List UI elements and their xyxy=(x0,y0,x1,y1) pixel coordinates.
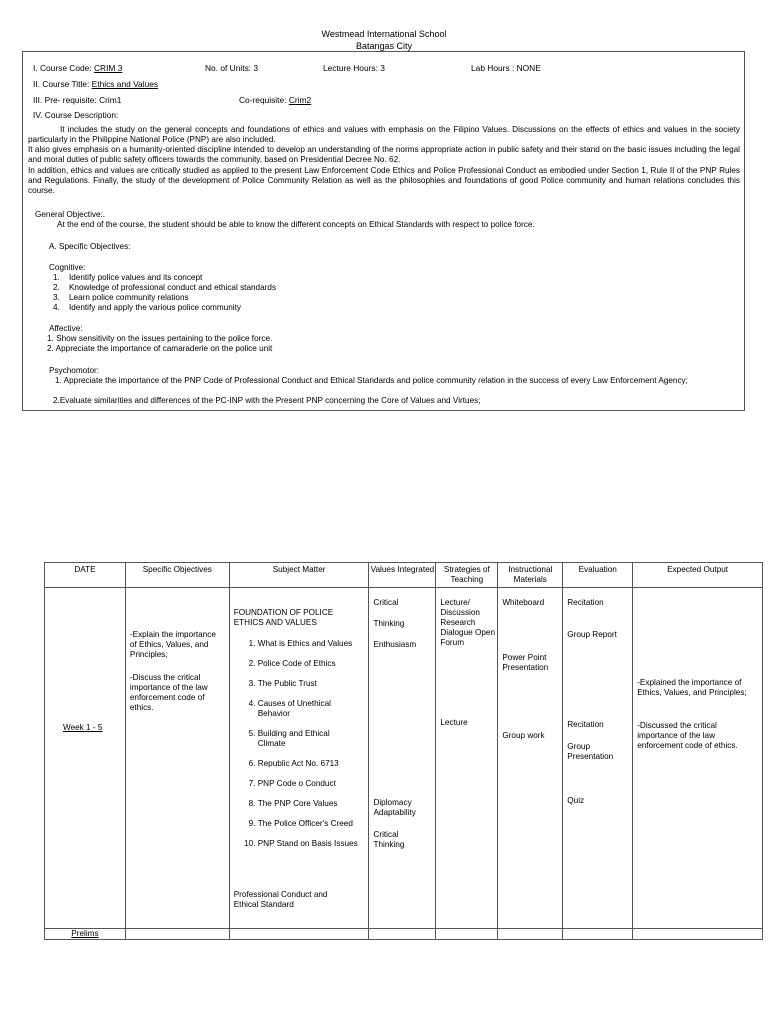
cell-values-integrated xyxy=(369,588,436,929)
description-paragraph-1: It includes the study on the general concepts and foundations of ethics and values with emphasis on the Filipino Values. Discussions on the effects of ethics and values in the society particularly in the Philippine National Police (PNP) are also included. xyxy=(28,125,740,144)
expected-output-2: -Discussed the critical importance of the law enforcement code of ethics. xyxy=(637,721,738,750)
header-specific-objectives: Specific Objectives xyxy=(125,563,229,588)
course-units: No. of Units: 3 xyxy=(205,63,259,73)
value-item: Thinking xyxy=(373,619,405,628)
strategy-item: Lecture xyxy=(440,718,468,727)
prelims-label: Prelims xyxy=(71,929,99,938)
evaluation-item: Recitation xyxy=(567,720,604,729)
cognitive-item-1: 1. Identify police values and its concept xyxy=(53,273,203,282)
topic-item: 8. The PNP Core Values xyxy=(258,799,358,809)
table-header-row xyxy=(45,563,763,588)
week-range: Week 1 - 5 xyxy=(63,723,103,732)
topic-item: 10. PNP Stand on Basis Issues xyxy=(258,839,358,849)
description-paragraph-2: It also gives emphasis on a humanity-oriented discipline intended to develop an understanding of the norms appropriate action in public safety and their stand on the basic issues including the legal and moral duties of public safety officers towards the community, based on Presidential Decree No. 62. xyxy=(28,145,740,164)
description-label: IV. Course Description: xyxy=(33,110,119,120)
specific-objectives-label: A. Specific Objectives: xyxy=(49,242,131,251)
value-item: Critical Thinking xyxy=(373,830,405,849)
prerequisite: III. Pre- requisite: Crim1 xyxy=(33,95,122,105)
cell-expected-output xyxy=(633,588,763,929)
psychomotor-item-2: 2.Evaluate similarities and differences of the PC-INP with the Present PNP concerning the Core of Values and Virtues; xyxy=(53,396,481,405)
cognitive-item-2: 2. Knowledge of professional conduct and ethical standards xyxy=(53,283,277,292)
topic-item: 2. Police Code of Ethics xyxy=(258,659,358,669)
lab-hours: Lab Hours : NONE xyxy=(471,63,541,73)
cell-prelims xyxy=(45,929,126,940)
topic-item: 3. The Public Trust xyxy=(258,679,358,689)
material-item: Whiteboard xyxy=(502,598,545,607)
topic-item: 4. Causes of Unethical Behavior xyxy=(258,699,358,719)
expected-output-1: -Explained the importance of Ethics, Values, and Principles; xyxy=(637,678,747,697)
cell-subject-matter xyxy=(229,588,369,929)
table-row xyxy=(45,929,763,940)
course-info-box xyxy=(22,51,745,411)
description-paragraph-3: In addition, ethics and values are critically studied as applied to the present Law Enforcement Code Ethics and Police Professional Conduct as embodied under Section 1, Rule II of the PNP Rules and Regulations. Finally, the study of the development of Police Community Relation as well as the philosophies and foundations of good Police community and human relations concludes this course. xyxy=(28,166,740,195)
affective-label: Affective: xyxy=(49,324,83,333)
header-date: DATE xyxy=(45,563,126,588)
course-code: I. Course Code: CRIM 3 xyxy=(33,63,123,73)
school-city: Batangas City xyxy=(355,41,413,51)
header-strategies: Strategies of Teaching xyxy=(436,563,498,588)
evaluation-item: Group Report xyxy=(567,630,617,639)
strategy-item: Lecture/ Discussion Research Dialogue Open Forum xyxy=(440,598,495,647)
corequisite-value: Crim2 xyxy=(288,95,312,105)
course-code-value: CRIM 3 xyxy=(93,63,123,73)
topic-item: 9. The Police Officer's Creed xyxy=(258,819,358,829)
course-title: II. Course Title: Ethics and Values xyxy=(33,79,159,89)
evaluation-item: Group Presentation xyxy=(567,742,614,761)
header-subject-matter: Subject Matter xyxy=(229,563,369,588)
topic-item: 7. PNP Code o Conduct xyxy=(258,779,358,789)
specific-objective-1: -Explain the importance of Ethics, Values, and Principles; xyxy=(129,630,216,659)
value-item: Enthusiasm xyxy=(373,640,417,649)
cognitive-label: Cognitive: xyxy=(49,263,86,272)
cell-evaluation xyxy=(563,588,633,929)
general-objective: At the end of the course, the student should be able to know the different concepts on Ethical Standards with respect to police force. xyxy=(57,220,535,229)
topic-list xyxy=(230,639,358,859)
material-item: Power Point Presentation xyxy=(502,653,549,672)
cognitive-item-4: 4. Identify and apply the various police community xyxy=(53,303,241,312)
affective-item-1: 1. Show sensitivity on the issues pertaining to the police force. xyxy=(47,334,273,343)
topic-item: 5. Building and Ethical Climate xyxy=(258,729,358,749)
lecture-hours: Lecture Hours: 3 xyxy=(323,63,385,73)
value-item: Critical xyxy=(373,598,399,607)
cell-date xyxy=(45,588,126,929)
header-expected-output: Expected Output xyxy=(633,563,763,588)
topic-item: 6. Republic Act No. 6713 xyxy=(258,759,358,769)
subject-title: FOUNDATION OF POLICE ETHICS AND VALUES xyxy=(233,608,334,627)
cell-strategies xyxy=(436,588,498,929)
header-values-integrated: Values Integrated xyxy=(369,563,436,588)
affective-item-2: 2. Appreciate the importance of camaraderie on the police unit xyxy=(47,344,273,353)
school-name: Westmead International School xyxy=(321,29,447,39)
evaluation-item: Recitation xyxy=(567,598,604,607)
cell-specific-objectives xyxy=(125,588,229,929)
material-item: Group work xyxy=(502,731,545,740)
header-evaluation: Evaluation xyxy=(563,563,633,588)
cognitive-item-3: 3. Learn police community relations xyxy=(53,293,189,302)
table-row xyxy=(45,588,763,929)
cell-materials xyxy=(498,588,563,929)
subject-footer: Professional Conduct and Ethical Standard xyxy=(233,890,328,909)
course-title-value: Ethics and Values xyxy=(91,79,159,89)
general-objective-label: General Objective:. xyxy=(35,210,106,219)
psychomotor-item-1: 1. Appreciate the importance of the PNP Code of Professional Conduct and Ethical Standards and police community relation in the success of every Law Enforcement Agency; xyxy=(55,376,688,385)
corequisite: Co-requisite: Crim2 xyxy=(239,95,312,105)
value-item: Diplomacy Adaptability xyxy=(373,798,416,817)
psychomotor-label: Psychomotor: xyxy=(49,366,100,375)
specific-objective-2: -Discuss the critical importance of the law enforcement code of ethics. xyxy=(129,673,208,712)
document-header xyxy=(0,28,768,52)
evaluation-item: Quiz xyxy=(567,796,585,805)
topic-item: 1. What is Ethics and Values xyxy=(258,639,358,649)
course-plan-table xyxy=(44,562,763,940)
header-materials: Instructional Materials xyxy=(498,563,563,588)
